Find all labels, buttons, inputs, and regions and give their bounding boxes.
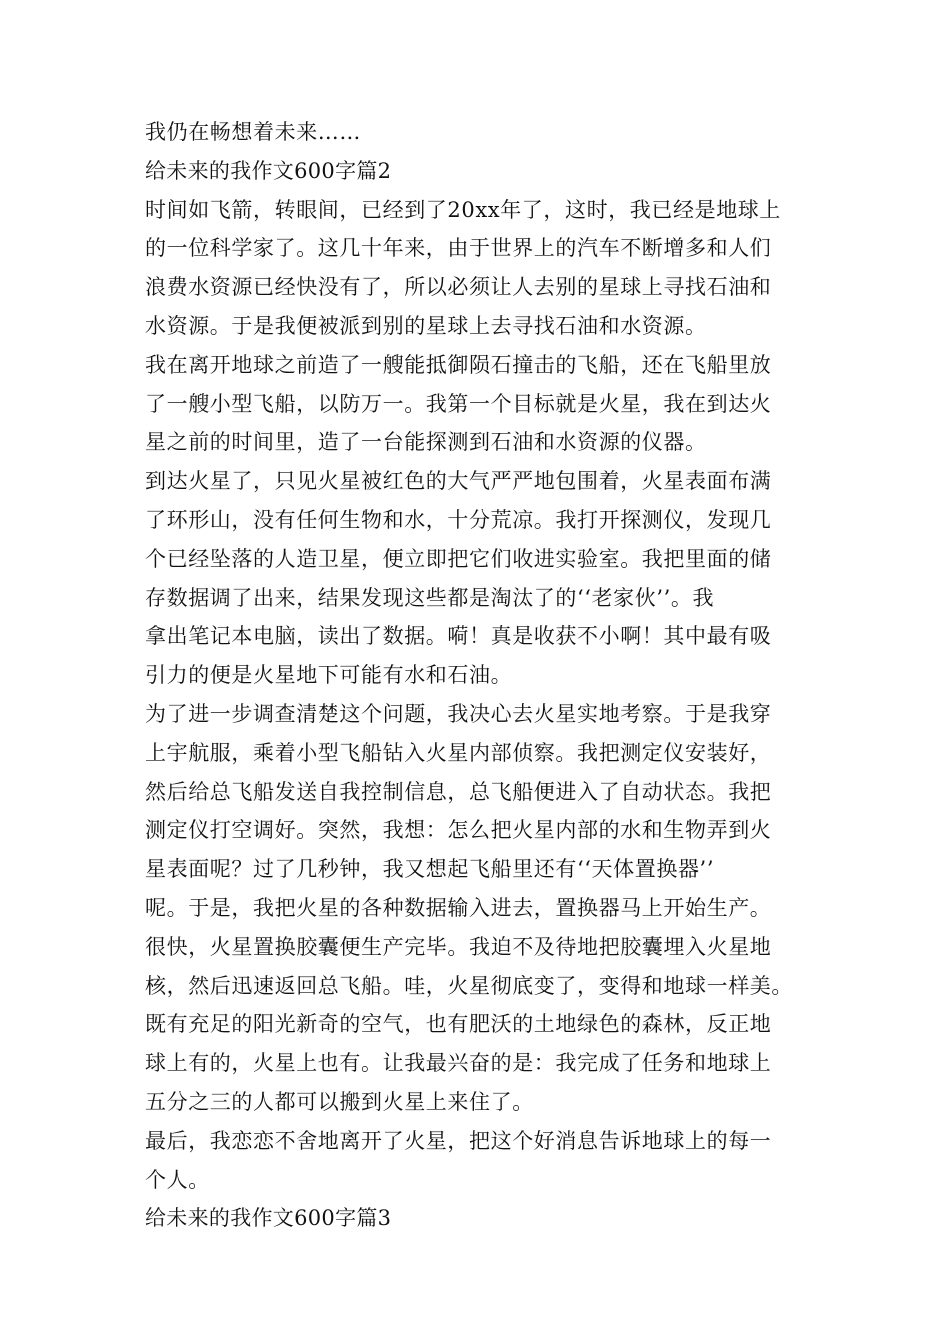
text-line: 了一艘小型飞船，以防万一。我第一个目标就是火星，我在到达火 — [145, 391, 772, 416]
text-line: 很快，火星置换胶囊便生产完毕。我迫不及待地把胶囊埋入火星地 — [145, 934, 772, 959]
text-line: 引力的便是火星地下可能有水和石油。 — [145, 663, 513, 688]
text-line: 个人。 — [145, 1167, 210, 1192]
text-line: 星表面呢？过了几秒钟，我又想起飞船里还有‘‘天体置换器’’ — [145, 857, 715, 882]
text-line: 存数据调了出来，结果发现这些都是淘汰了的‘‘老家伙’’。我 — [145, 585, 715, 610]
text-line: 了环形山，没有任何生物和水，十分荒凉。我打开探测仪，发现几 — [145, 507, 772, 532]
section-heading: 给未来的我作文600字篇2 — [145, 158, 392, 183]
text-line: 我仍在畅想着未来…… — [145, 120, 361, 144]
text-line: 五分之三的人都可以搬到火星上来住了。 — [145, 1089, 534, 1114]
text-line: 星之前的时间里，造了一台能探测到石油和水资源的仪器。 — [145, 430, 707, 455]
text-line: 个已经坠落的人造卫星，便立即把它们收进实验室。我把里面的储 — [145, 546, 772, 571]
text-line: 核，然后迅速返回总飞船。哇，火星彻底变了，变得和地球一样美。 — [145, 973, 793, 998]
text-line: 最后，我恋恋不舍地离开了火星，把这个好消息告诉地球上的每一 — [145, 1128, 772, 1153]
text-line: 既有充足的阳光新奇的空气，也有肥沃的土地绿色的森林，反正地 — [145, 1012, 772, 1037]
text-line: 水资源。于是我便被派到别的星球上去寻找石油和水资源。 — [145, 313, 707, 338]
text-line: 到达火星了，只见火星被红色的大气严严地包围着，火星表面布满 — [145, 469, 772, 494]
essay-body — [145, 113, 825, 1238]
text-line: 测定仪打空调好。突然，我想：怎么把火星内部的水和生物弄到火 — [145, 818, 772, 843]
section-heading: 给未来的我作文600字篇3 — [145, 1206, 392, 1231]
text-line: 浪费水资源已经快没有了，所以必须让人去别的星球上寻找石油和 — [145, 275, 772, 300]
text-line: 拿出笔记本电脑，读出了数据。嗬！真是收获不小啊！其中最有吸 — [145, 624, 772, 649]
text-line: 的一位科学家了。这几十年来，由于世界上的汽车不断增多和人们 — [145, 236, 772, 261]
text-line: 然后给总飞船发送自我控制信息，总飞船便进入了自动状态。我把 — [145, 779, 772, 804]
text-line: 球上有的，火星上也有。让我最兴奋的是：我完成了任务和地球上 — [145, 1051, 772, 1076]
text-line: 我在离开地球之前造了一艘能抵御陨石撞击的飞船，还在飞船里放 — [145, 352, 772, 377]
text-line: 时间如飞箭，转眼间，已经到了20xx年了，这时，我已经是地球上 — [145, 197, 782, 222]
text-line: 为了进一步调查清楚这个问题，我决心去火星实地考察。于是我穿 — [145, 701, 772, 726]
text-line: 呢。于是，我把火星的各种数据输入进去，置换器马上开始生产。 — [145, 895, 772, 920]
text-line: 上宇航服，乘着小型飞船钻入火星内部侦察。我把测定仪安装好， — [145, 740, 772, 765]
